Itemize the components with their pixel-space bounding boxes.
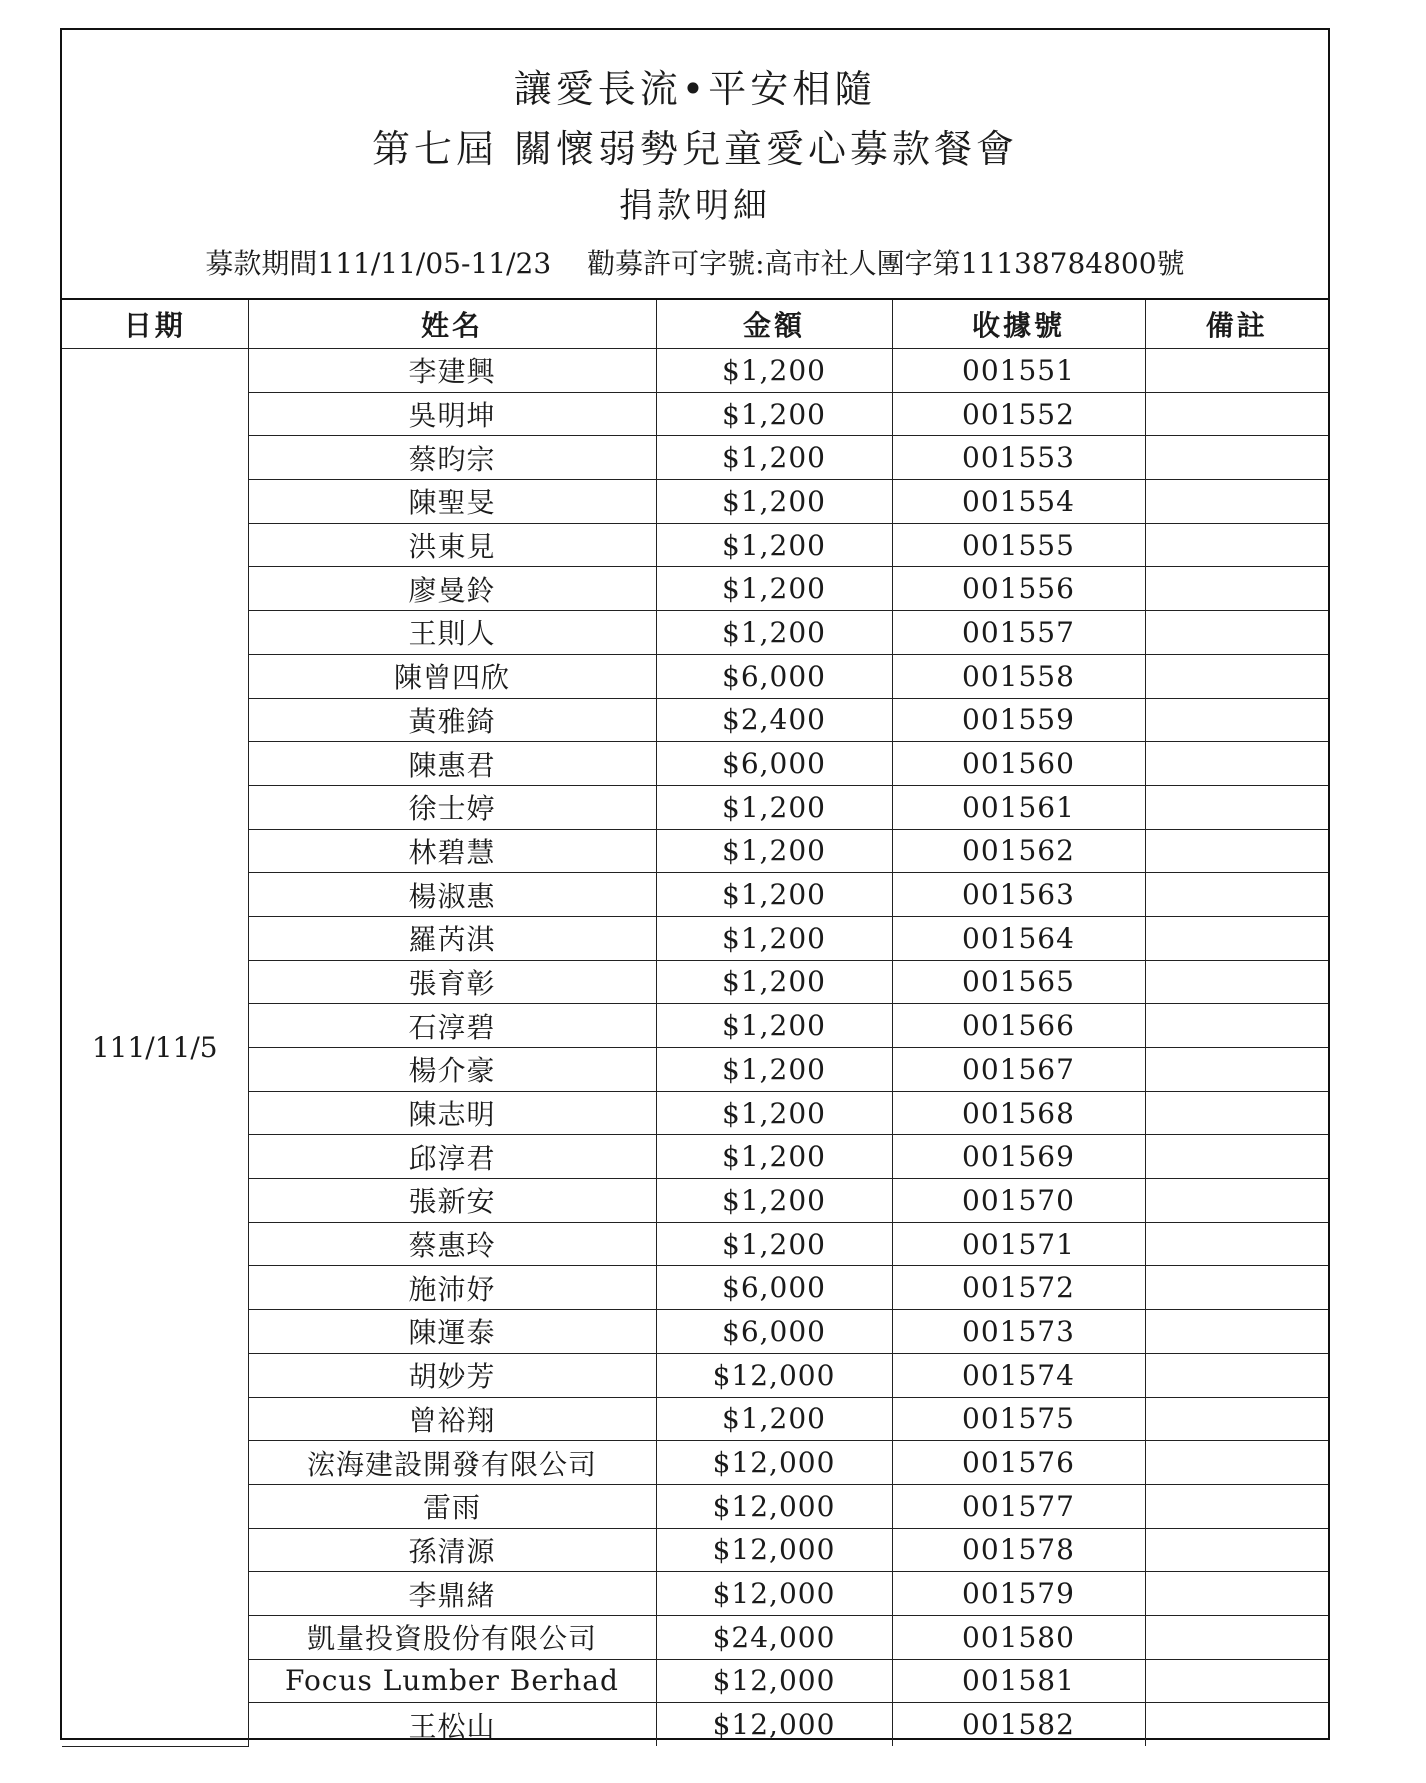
document-header: [62, 30, 1328, 300]
table-row: [62, 1572, 1328, 1616]
receipt-number-cell: 001569: [892, 1135, 1145, 1179]
donor-name-cell: 浤海建設開發有限公司: [248, 1441, 656, 1485]
receipt-number-cell: 001579: [892, 1572, 1145, 1616]
receipt-number-cell: 001575: [892, 1397, 1145, 1441]
table-row: [62, 1135, 1328, 1179]
donor-name-cell: 邱淳君: [248, 1135, 656, 1179]
table-row: [62, 1004, 1328, 1048]
amount-cell: $12,000: [656, 1703, 892, 1746]
note-cell: [1145, 873, 1328, 917]
table-row: [62, 873, 1328, 917]
receipt-number-cell: 001561: [892, 785, 1145, 829]
amount-cell: $1,200: [656, 523, 892, 567]
donor-name-cell: 楊介豪: [248, 1048, 656, 1092]
receipt-number-cell: 001565: [892, 960, 1145, 1004]
note-cell: [1145, 1222, 1328, 1266]
amount-cell: $1,200: [656, 436, 892, 480]
note-cell: [1145, 349, 1328, 393]
donor-name-cell: 徐士婷: [248, 785, 656, 829]
table-row: [62, 1091, 1328, 1135]
column-header-note: 備註: [1145, 300, 1328, 349]
amount-cell: $12,000: [656, 1484, 892, 1528]
donor-name-cell: 胡妙芳: [248, 1353, 656, 1397]
table-body: [62, 349, 1328, 1747]
table-row: [62, 1528, 1328, 1572]
donor-name-cell: 陳運泰: [248, 1310, 656, 1354]
table-row: [62, 654, 1328, 698]
fundraising-period: 募款期間111/11/05-11/23: [205, 247, 552, 280]
donor-name-cell: 李建興: [248, 349, 656, 393]
donor-name-cell: 蔡惠玲: [248, 1222, 656, 1266]
info-line: [62, 242, 1328, 282]
table-row: [62, 829, 1328, 873]
donor-name-cell: 凱量投資股份有限公司: [248, 1615, 656, 1659]
receipt-number-cell: 001567: [892, 1048, 1145, 1092]
permit-number: 勸募許可字號:高市社人團字第11138784800號: [587, 247, 1185, 280]
amount-cell: $1,200: [656, 1135, 892, 1179]
table-row: [62, 1179, 1328, 1223]
table-row: [62, 1703, 1328, 1746]
table-row: [62, 916, 1328, 960]
donor-name-cell: 孫清源: [248, 1528, 656, 1572]
column-header-amount: 金額: [656, 300, 892, 349]
receipt-number-cell: 001580: [892, 1615, 1145, 1659]
receipt-number-cell: 001555: [892, 523, 1145, 567]
table-row: [62, 1310, 1328, 1354]
table-row: [62, 1659, 1328, 1703]
table-row: [62, 698, 1328, 742]
donor-name-cell: 陳聖旻: [248, 480, 656, 524]
amount-cell: $6,000: [656, 1266, 892, 1310]
receipt-number-cell: 001574: [892, 1353, 1145, 1397]
note-cell: [1145, 436, 1328, 480]
receipt-number-cell: 001556: [892, 567, 1145, 611]
donor-name-cell: 林碧慧: [248, 829, 656, 873]
receipt-number-cell: 001571: [892, 1222, 1145, 1266]
note-cell: [1145, 1135, 1328, 1179]
donor-name-cell: 雷雨: [248, 1484, 656, 1528]
donor-name-cell: 李鼎緒: [248, 1572, 656, 1616]
receipt-number-cell: 001551: [892, 349, 1145, 393]
donor-name-cell: 廖曼鈴: [248, 567, 656, 611]
note-cell: [1145, 567, 1328, 611]
table-row: [62, 742, 1328, 786]
table-row: [62, 1266, 1328, 1310]
receipt-number-cell: 001578: [892, 1528, 1145, 1572]
note-cell: [1145, 1441, 1328, 1485]
donor-name-cell: 陳志明: [248, 1091, 656, 1135]
table-row: [62, 960, 1328, 1004]
donor-name-cell: 施沛妤: [248, 1266, 656, 1310]
table-row: [62, 611, 1328, 655]
amount-cell: $12,000: [656, 1659, 892, 1703]
amount-cell: $1,200: [656, 960, 892, 1004]
amount-cell: $6,000: [656, 654, 892, 698]
donor-name-cell: 洪東見: [248, 523, 656, 567]
amount-cell: $1,200: [656, 829, 892, 873]
amount-cell: $1,200: [656, 480, 892, 524]
table-row: [62, 1615, 1328, 1659]
receipt-number-cell: 001554: [892, 480, 1145, 524]
document-subtitle: 捐款明細: [619, 186, 771, 226]
slogan-title: 讓愛長流•平安相隨: [513, 67, 877, 111]
note-cell: [1145, 1484, 1328, 1528]
amount-cell: $1,200: [656, 1397, 892, 1441]
document-frame: [60, 28, 1330, 1743]
table-row: [62, 785, 1328, 829]
table-row: [62, 349, 1328, 393]
amount-cell: $12,000: [656, 1528, 892, 1572]
table-row: [62, 1441, 1328, 1485]
note-cell: [1145, 785, 1328, 829]
amount-cell: $1,200: [656, 1222, 892, 1266]
donor-name-cell: 張新安: [248, 1179, 656, 1223]
receipt-number-cell: 001582: [892, 1703, 1145, 1746]
table-row: [62, 1353, 1328, 1397]
note-cell: [1145, 1528, 1328, 1572]
donor-name-cell: 黃雅錡: [248, 698, 656, 742]
receipt-number-cell: 001563: [892, 873, 1145, 917]
amount-cell: $12,000: [656, 1441, 892, 1485]
amount-cell: $1,200: [656, 1179, 892, 1223]
amount-cell: $1,200: [656, 349, 892, 393]
receipt-number-cell: 001577: [892, 1484, 1145, 1528]
amount-cell: $1,200: [656, 873, 892, 917]
receipt-number-cell: 001559: [892, 698, 1145, 742]
donor-name-cell: 吳明坤: [248, 392, 656, 436]
receipt-number-cell: 001562: [892, 829, 1145, 873]
donor-name-cell: 石淳碧: [248, 1004, 656, 1048]
note-cell: [1145, 480, 1328, 524]
note-cell: [1145, 916, 1328, 960]
table-row: [62, 392, 1328, 436]
column-header-receipt: 收據號: [892, 300, 1145, 349]
amount-cell: $1,200: [656, 1004, 892, 1048]
note-cell: [1145, 654, 1328, 698]
amount-cell: $12,000: [656, 1572, 892, 1616]
amount-cell: $6,000: [656, 742, 892, 786]
note-cell: [1145, 1091, 1328, 1135]
note-cell: [1145, 1179, 1328, 1223]
table-row: [62, 523, 1328, 567]
donor-name-cell: 楊淑惠: [248, 873, 656, 917]
note-cell: [1145, 1310, 1328, 1354]
note-cell: [1145, 960, 1328, 1004]
amount-cell: $1,200: [656, 567, 892, 611]
table-row: [62, 1397, 1328, 1441]
note-cell: [1145, 1572, 1328, 1616]
amount-cell: $1,200: [656, 1048, 892, 1092]
receipt-number-cell: 001564: [892, 916, 1145, 960]
amount-cell: $6,000: [656, 1310, 892, 1354]
donor-name-cell: 張育彰: [248, 960, 656, 1004]
receipt-number-cell: 001558: [892, 654, 1145, 698]
receipt-number-cell: 001570: [892, 1179, 1145, 1223]
table-row: [62, 567, 1328, 611]
amount-cell: $12,000: [656, 1353, 892, 1397]
receipt-number-cell: 001581: [892, 1659, 1145, 1703]
amount-cell: $1,200: [656, 611, 892, 655]
note-cell: [1145, 829, 1328, 873]
receipt-number-cell: 001576: [892, 1441, 1145, 1485]
amount-cell: $1,200: [656, 1091, 892, 1135]
donor-name-cell: 陳曾四欣: [248, 654, 656, 698]
table-row: [62, 480, 1328, 524]
event-title: 第七屆 關懷弱勢兒童愛心募款餐會: [371, 127, 1019, 171]
note-cell: [1145, 1703, 1328, 1746]
amount-cell: $24,000: [656, 1615, 892, 1659]
note-cell: [1145, 1004, 1328, 1048]
note-cell: [1145, 1353, 1328, 1397]
column-header-date: 日期: [62, 300, 248, 349]
table-row: [62, 1222, 1328, 1266]
note-cell: [1145, 742, 1328, 786]
amount-cell: $1,200: [656, 785, 892, 829]
donor-name-cell: 王則人: [248, 611, 656, 655]
note-cell: [1145, 698, 1328, 742]
note-cell: [1145, 1659, 1328, 1703]
column-header-name: 姓名: [248, 300, 656, 349]
table-row: [62, 1048, 1328, 1092]
donor-name-cell: 曾裕翔: [248, 1397, 656, 1441]
amount-cell: $2,400: [656, 698, 892, 742]
donation-table: [62, 300, 1328, 1747]
amount-cell: $1,200: [656, 392, 892, 436]
receipt-number-cell: 001573: [892, 1310, 1145, 1354]
receipt-number-cell: 001566: [892, 1004, 1145, 1048]
table-header-row: [62, 300, 1328, 349]
donor-name-cell: 王松山: [248, 1703, 656, 1746]
receipt-number-cell: 001553: [892, 436, 1145, 480]
table-row: [62, 436, 1328, 480]
donor-name-cell: Focus Lumber Berhad: [248, 1659, 656, 1703]
table-row: [62, 1484, 1328, 1528]
note-cell: [1145, 1615, 1328, 1659]
date-cell: 111/11/5: [62, 349, 248, 1747]
donor-name-cell: 陳惠君: [248, 742, 656, 786]
donor-name-cell: 蔡昀宗: [248, 436, 656, 480]
receipt-number-cell: 001568: [892, 1091, 1145, 1135]
receipt-number-cell: 001560: [892, 742, 1145, 786]
receipt-number-cell: 001552: [892, 392, 1145, 436]
note-cell: [1145, 1266, 1328, 1310]
note-cell: [1145, 392, 1328, 436]
receipt-number-cell: 001572: [892, 1266, 1145, 1310]
amount-cell: $1,200: [656, 916, 892, 960]
donor-name-cell: 羅芮淇: [248, 916, 656, 960]
receipt-number-cell: 001557: [892, 611, 1145, 655]
note-cell: [1145, 611, 1328, 655]
note-cell: [1145, 523, 1328, 567]
note-cell: [1145, 1048, 1328, 1092]
note-cell: [1145, 1397, 1328, 1441]
